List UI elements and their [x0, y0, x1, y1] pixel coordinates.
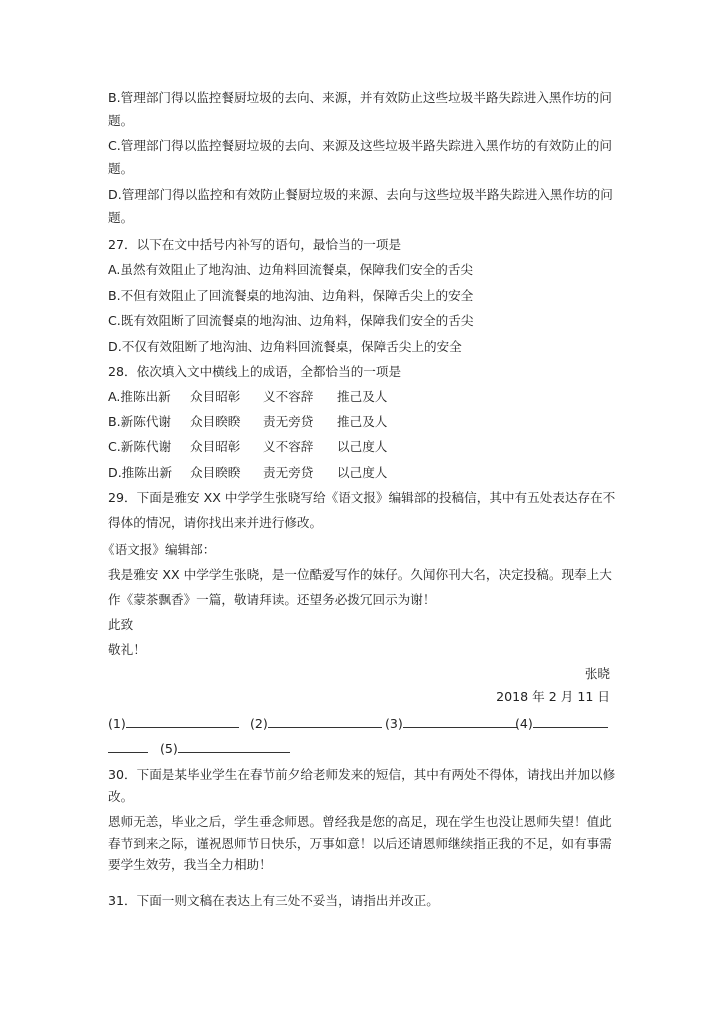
answer-blank-3[interactable]: [385, 715, 517, 732]
idiom: 众目昭彰: [190, 439, 241, 454]
blank-label: (5): [160, 741, 178, 756]
q26-option-d: D.管理部门得以监控和有效防止餐厨垃圾的来源、去向与这些垃圾半路失踪进入黑作坊的问: [108, 187, 613, 202]
letter-signature: 张晓: [584, 666, 610, 681]
answer-blank-1[interactable]: [108, 715, 239, 732]
answer-blank-2[interactable]: [250, 715, 382, 732]
q30-message: 恩师无恙，毕业之后，学生垂念师恩。曾经我是您的高足，现在学生也没让恩师失望！值此: [108, 814, 612, 829]
q27-option-c: C.既有效阻断了回流餐桌的地沟油、边角料，保障我们安全的舌尖: [108, 313, 474, 328]
q27-stem: 27．以下在文中括号内补写的语句，最恰当的一项是: [108, 237, 402, 252]
q27-option-d: D.不仅有效阻断了地沟油、边角料回流餐桌，保障舌尖上的安全: [108, 339, 462, 354]
q31-stem: 31．下面一则文稿在表达上有三处不妥当，请指出并改正。: [108, 893, 439, 908]
blank-label: (3): [385, 716, 403, 731]
idiom: 推己及人: [337, 389, 388, 404]
blank-label: (2): [250, 716, 268, 731]
answer-blank-4-cont[interactable]: [108, 740, 148, 757]
idiom: D.推陈出新: [108, 465, 173, 480]
letter-body-cont: 作《蒙茶飘香》一篇，敬请拜读。还望务必拨冗回示为谢！: [108, 592, 436, 607]
q28-stem: 28．依次填入文中横线上的成语，全都恰当的一项是: [108, 364, 402, 379]
q26-option-b: B.管理部门得以监控餐厨垃圾的去向、来源，并有效防止这些垃圾半路失踪进入黑作坊的问: [108, 90, 612, 105]
idiom: 义不容辞: [263, 439, 314, 454]
idiom: 以己度人: [337, 439, 388, 454]
q30-message-cont: 要学生效劳，我当全力相助！: [108, 857, 272, 872]
idiom: A.推陈出新: [108, 389, 171, 404]
q27-option-b: B.不但有效阻止了回流餐桌的地沟油、边角料，保障舌尖上的安全: [108, 288, 474, 303]
q27-option-a: A.虽然有效阻止了地沟油、边角料回流餐桌，保障我们安全的舌尖: [108, 262, 474, 277]
idiom: C.新陈代谢: [108, 439, 172, 454]
q26-option-b-cont: 题。: [108, 113, 134, 128]
q29-stem: 29．下面是雅安 XX 中学学生张晓写给《语文报》编辑部的投稿信，其中有五处表达存在不: [108, 490, 616, 505]
q26-option-c-cont: 题。: [108, 161, 134, 176]
q26-option-d-cont: 题。: [108, 210, 134, 225]
letter-closing: 此致: [108, 617, 134, 632]
q30-message-cont: 春节到来之际，谨祝恩师节日快乐，万事如意！以后还请恩师继续指正我的不足，如有事需: [108, 836, 612, 851]
idiom: 责无旁贷: [263, 414, 314, 429]
idiom: 众目昭彰: [190, 389, 241, 404]
idiom: 推己及人: [337, 414, 388, 429]
idiom: 义不容辞: [263, 389, 314, 404]
idiom: 责无旁贷: [263, 465, 314, 480]
letter-salutation: 《语文报》编辑部：: [102, 542, 216, 557]
letter-closing-salute: 敬礼！: [108, 642, 146, 657]
blank-label: (4): [515, 716, 533, 731]
answer-blank-5[interactable]: [160, 740, 290, 757]
idiom: 以己度人: [337, 465, 388, 480]
q30-stem: 30．下面是某毕业学生在春节前夕给老师发来的短信，其中有两处不得体，请找出并加以修: [108, 767, 616, 782]
q29-stem-cont: 得体的情况，请你找出来并进行修改。: [108, 515, 323, 530]
q30-stem-cont: 改。: [108, 789, 134, 804]
idiom: 众目睽睽: [190, 465, 241, 480]
letter-body: 我是雅安 XX 中学学生张晓，是一位酷爱写作的妹仔。久闻你刊大名，决定投稿。现奉上大: [108, 567, 612, 582]
letter-date: 2018 年 2 月 11 日: [496, 689, 610, 704]
idiom: B.新陈代谢: [108, 414, 172, 429]
blank-label: (1): [108, 716, 126, 731]
idiom: 众目睽睽: [190, 414, 241, 429]
answer-blank-4[interactable]: [515, 715, 608, 732]
q26-option-c: C.管理部门得以监控餐厨垃圾的去向、来源及这些垃圾半路失踪进入黑作坊的有效防止的问: [108, 138, 612, 153]
